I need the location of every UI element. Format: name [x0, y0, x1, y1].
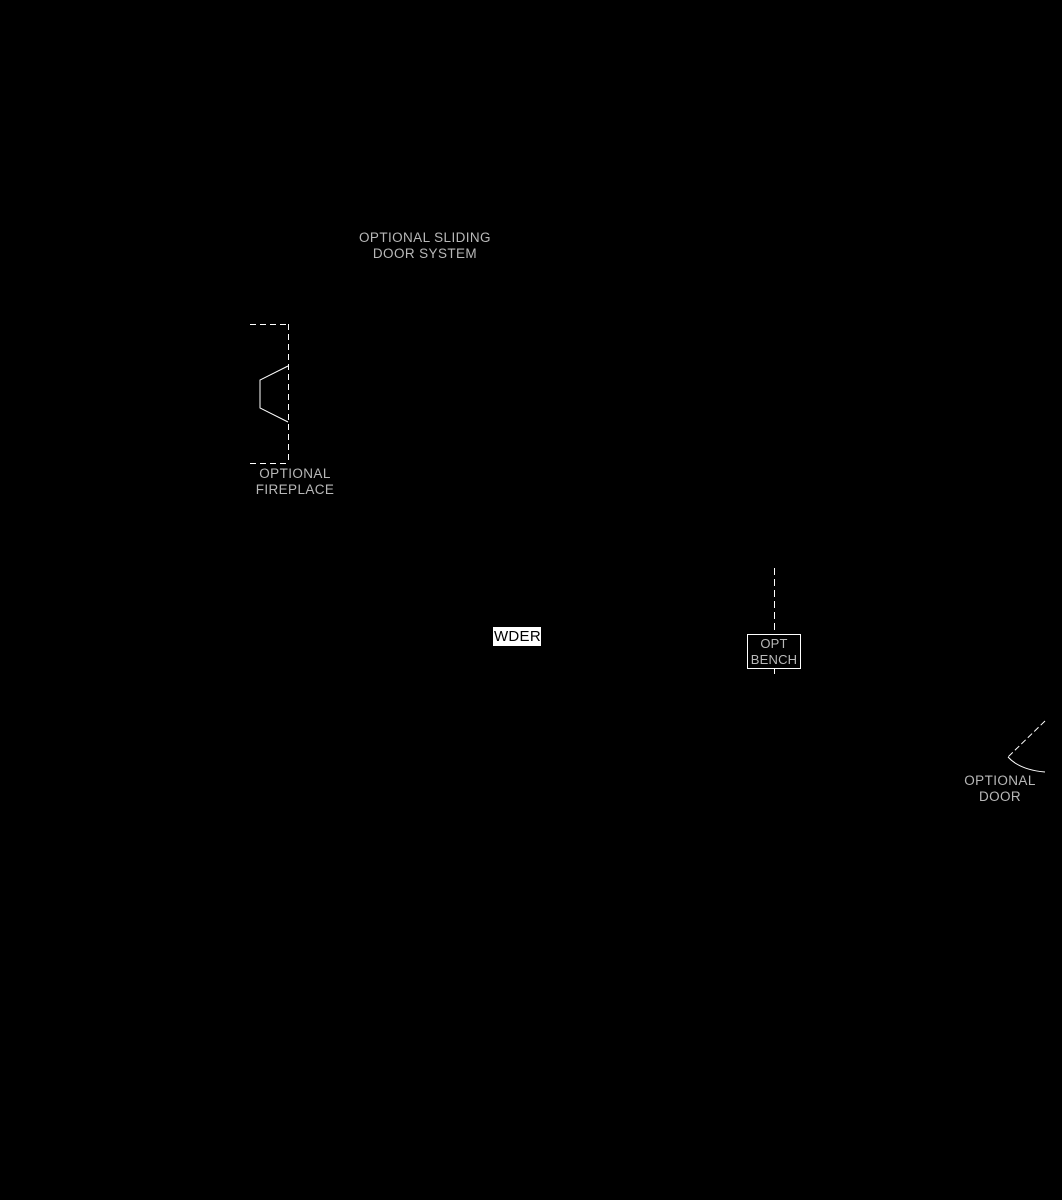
fireplace-outline — [250, 324, 289, 464]
sliding-door-label-line-2: DOOR SYSTEM — [372, 246, 478, 261]
bench-label-line-2: BENCH — [750, 652, 798, 667]
door-swing — [1008, 721, 1045, 772]
door-label — [950, 773, 1050, 805]
fireplace-label — [240, 466, 350, 498]
powder-room-tag — [471, 627, 541, 646]
fireplace-label-line-1: OPTIONAL — [259, 466, 331, 481]
fireplace-firebox — [260, 366, 288, 422]
sliding-door-label — [345, 230, 505, 262]
sliding-door-label-line-1: OPTIONAL SLIDING — [359, 230, 491, 245]
bench-label-line-1: OPT — [760, 636, 788, 651]
door-label-line-2: DOOR — [978, 789, 1022, 804]
door-label-line-1: OPTIONAL — [964, 773, 1036, 788]
bench-label-box — [747, 634, 801, 669]
bench-label — [748, 635, 800, 668]
powder-room-tag-text: POWDER — [471, 628, 541, 645]
fireplace-label-line-2: FIREPLACE — [255, 482, 335, 497]
